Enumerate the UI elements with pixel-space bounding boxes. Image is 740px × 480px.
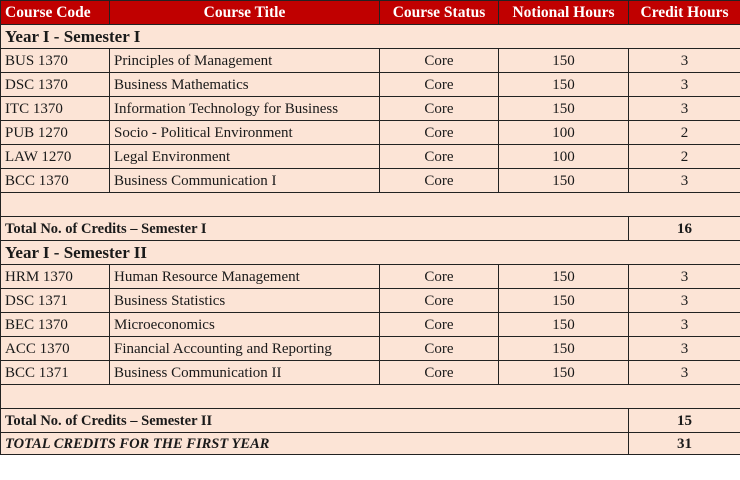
table-row bbox=[1, 121, 740, 145]
course-title: Business Statistics bbox=[110, 289, 380, 313]
course-status: Core bbox=[380, 289, 499, 313]
semester-total-label: Total No. of Credits – Semester I bbox=[1, 217, 629, 241]
grand-total-value: 31 bbox=[629, 433, 740, 455]
notional-hours: 150 bbox=[499, 361, 629, 385]
table-row bbox=[1, 289, 740, 313]
table-row bbox=[1, 313, 740, 337]
credit-hours: 3 bbox=[629, 169, 740, 193]
semester-total-row bbox=[1, 217, 740, 241]
semester-total-label: Total No. of Credits – Semester II bbox=[1, 409, 629, 433]
semester-heading: Year I - Semester II bbox=[1, 241, 740, 265]
credit-hours: 3 bbox=[629, 73, 740, 97]
course-code: DSC 1371 bbox=[1, 289, 110, 313]
course-status: Core bbox=[380, 49, 499, 73]
table-row bbox=[1, 97, 740, 121]
course-title: Business Mathematics bbox=[110, 73, 380, 97]
course-status: Core bbox=[380, 73, 499, 97]
semester-total-value: 15 bbox=[629, 409, 740, 433]
table-row bbox=[1, 49, 740, 73]
blank-cell bbox=[1, 385, 740, 409]
course-status: Core bbox=[380, 121, 499, 145]
semester-heading-row bbox=[1, 25, 740, 49]
course-code: BCC 1371 bbox=[1, 361, 110, 385]
header-course-status: Course Status bbox=[380, 1, 499, 25]
blank-row bbox=[1, 193, 740, 217]
course-title: Business Communication I bbox=[110, 169, 380, 193]
course-status: Core bbox=[380, 169, 499, 193]
course-title: Microeconomics bbox=[110, 313, 380, 337]
course-code: BEC 1370 bbox=[1, 313, 110, 337]
notional-hours: 150 bbox=[499, 97, 629, 121]
credit-hours: 3 bbox=[629, 361, 740, 385]
course-code: ACC 1370 bbox=[1, 337, 110, 361]
table-row bbox=[1, 265, 740, 289]
course-code: ITC 1370 bbox=[1, 97, 110, 121]
course-title: Financial Accounting and Reporting bbox=[110, 337, 380, 361]
header-course-title: Course Title bbox=[110, 1, 380, 25]
table-row bbox=[1, 145, 740, 169]
semester-heading: Year I - Semester I bbox=[1, 25, 740, 49]
table-row bbox=[1, 169, 740, 193]
course-status: Core bbox=[380, 337, 499, 361]
credit-hours: 3 bbox=[629, 265, 740, 289]
credit-hours: 2 bbox=[629, 121, 740, 145]
notional-hours: 150 bbox=[499, 313, 629, 337]
grand-total-label: TOTAL CREDITS FOR THE FIRST YEAR bbox=[1, 433, 629, 455]
table-row bbox=[1, 337, 740, 361]
course-title: Principles of Management bbox=[110, 49, 380, 73]
table-row bbox=[1, 73, 740, 97]
course-code: LAW 1270 bbox=[1, 145, 110, 169]
course-code: PUB 1270 bbox=[1, 121, 110, 145]
course-status: Core bbox=[380, 361, 499, 385]
course-status: Core bbox=[380, 313, 499, 337]
credit-hours: 3 bbox=[629, 97, 740, 121]
course-code: BUS 1370 bbox=[1, 49, 110, 73]
header-notional-hours: Notional Hours bbox=[499, 1, 629, 25]
notional-hours: 150 bbox=[499, 169, 629, 193]
notional-hours: 150 bbox=[499, 337, 629, 361]
course-code: HRM 1370 bbox=[1, 265, 110, 289]
semester-total-row bbox=[1, 409, 740, 433]
course-status: Core bbox=[380, 265, 499, 289]
notional-hours: 150 bbox=[499, 289, 629, 313]
credit-hours: 3 bbox=[629, 289, 740, 313]
course-code: BCC 1370 bbox=[1, 169, 110, 193]
semester-total-value: 16 bbox=[629, 217, 740, 241]
course-status: Core bbox=[380, 97, 499, 121]
header-credit-hours: Credit Hours bbox=[629, 1, 740, 25]
credit-hours: 3 bbox=[629, 313, 740, 337]
header-row bbox=[1, 1, 740, 25]
credit-hours: 3 bbox=[629, 49, 740, 73]
course-title: Human Resource Management bbox=[110, 265, 380, 289]
notional-hours: 150 bbox=[499, 73, 629, 97]
course-code: DSC 1370 bbox=[1, 73, 110, 97]
course-title: Business Communication II bbox=[110, 361, 380, 385]
course-title: Legal Environment bbox=[110, 145, 380, 169]
blank-cell bbox=[1, 193, 740, 217]
table-body bbox=[1, 25, 740, 455]
header-course-code: Course Code bbox=[1, 1, 110, 25]
notional-hours: 150 bbox=[499, 49, 629, 73]
course-title: Socio - Political Environment bbox=[110, 121, 380, 145]
credit-hours: 3 bbox=[629, 337, 740, 361]
course-title: Information Technology for Business bbox=[110, 97, 380, 121]
grand-total-row bbox=[1, 433, 740, 455]
blank-row bbox=[1, 385, 740, 409]
table-row bbox=[1, 361, 740, 385]
notional-hours: 100 bbox=[499, 121, 629, 145]
notional-hours: 150 bbox=[499, 265, 629, 289]
course-status: Core bbox=[380, 145, 499, 169]
credit-hours: 2 bbox=[629, 145, 740, 169]
notional-hours: 100 bbox=[499, 145, 629, 169]
semester-heading-row bbox=[1, 241, 740, 265]
